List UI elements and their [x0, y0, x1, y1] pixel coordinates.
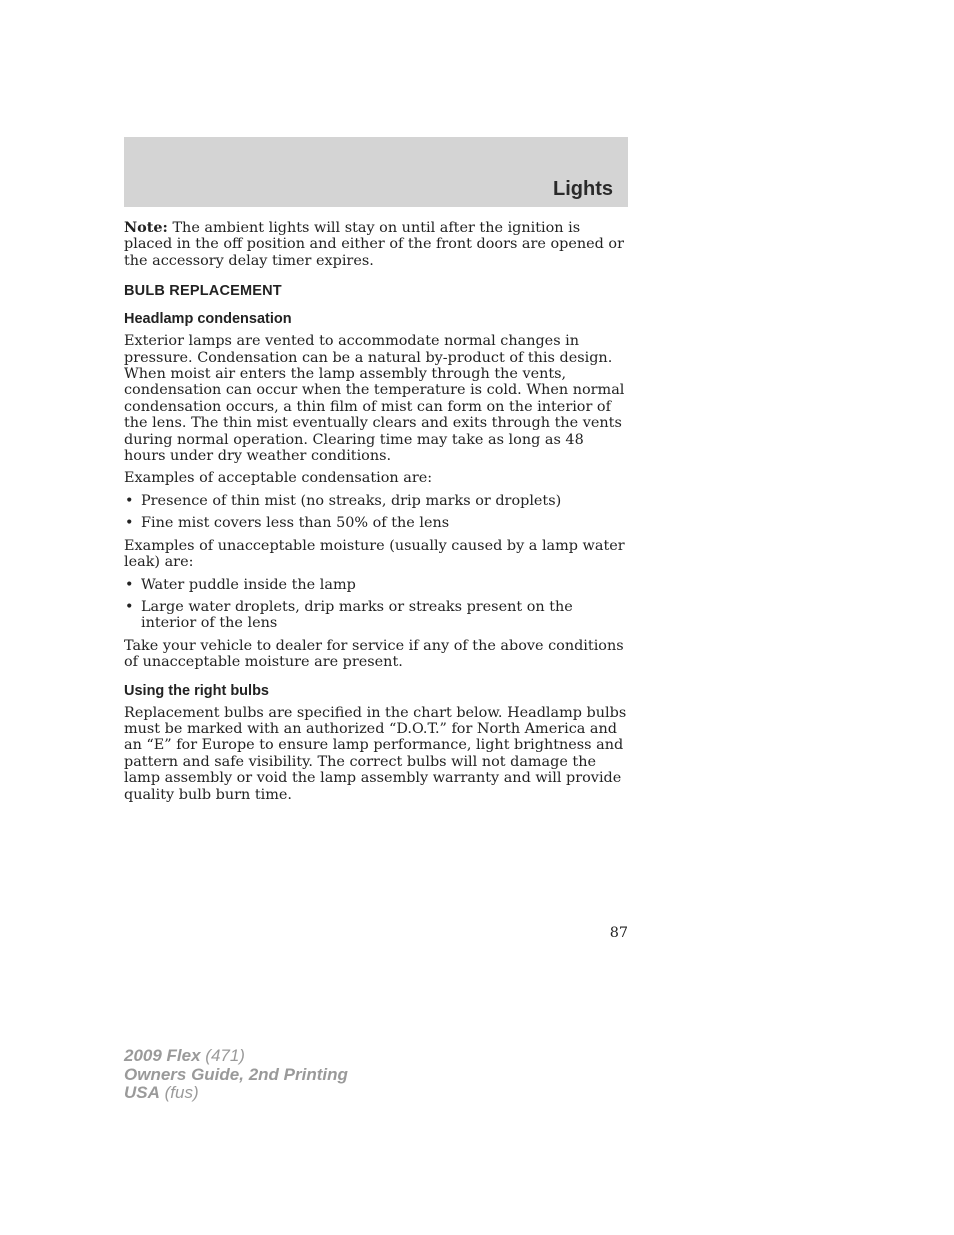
page-content [124, 220, 628, 809]
right-bulbs-heading: Using the right bulbs [124, 682, 269, 699]
document-footer [124, 1047, 348, 1103]
list-item-text: Water puddle inside the lamp [141, 576, 356, 593]
list-item [124, 577, 628, 593]
footer-model-code: (471) [200, 1046, 245, 1065]
acceptable-intro: Examples of acceptable condensation are: [124, 470, 433, 487]
dealer-service-paragraph: Take your vehicle to dealer for service if any of the above conditions of unacceptable moisture are present. [124, 637, 624, 671]
note-text: The ambient lights will stay on until after the ignition is placed in the off position and either of the front doors are opened or the accessory delay timer expires. [124, 220, 624, 269]
footer-model-name: 2009 Flex [124, 1046, 201, 1065]
footer-line-market [124, 1084, 348, 1103]
unacceptable-list [124, 577, 628, 632]
section-header-band [124, 137, 628, 207]
footer-line-edition: Owners Guide, 2nd Printing [124, 1064, 348, 1084]
bullet-icon: • [125, 598, 134, 615]
right-bulbs-paragraph: Replacement bulbs are specified in the chart below. Headlamp bulbs must be marked with an authorized “D.O.T.” for North America and an “E” for Europe to ensure lamp performance, light brightness and pattern and safe visibility. The correct bulbs will not damage the lamp assembly or void the lamp assembly warranty and will provide quality bulb burn time. [124, 704, 627, 803]
list-item [124, 515, 628, 531]
list-item-text: Large water droplets, drip marks or streaks present on the interior of the lens [141, 598, 573, 632]
footer-market-code: (fus) [159, 1083, 199, 1102]
bullet-icon: • [125, 515, 134, 532]
list-item-text: Presence of thin mist (no streaks, drip marks or droplets) [141, 492, 562, 509]
footer-market-name: USA [124, 1083, 160, 1102]
unacceptable-intro: Examples of unacceptable moisture (usually caused by a lamp water leak) are: [124, 537, 625, 571]
list-item [124, 599, 628, 632]
bullet-icon: • [125, 492, 134, 509]
section-title: Lights [553, 178, 613, 200]
note-paragraph [124, 220, 628, 269]
footer-line-model [124, 1047, 348, 1066]
list-item [124, 493, 628, 509]
page-number: 87 [609, 925, 628, 941]
bullet-icon: • [125, 576, 134, 593]
headlamp-intro-paragraph: Exterior lamps are vented to accommodate normal changes in pressure. Condensation can be a natural by-product of this design. When moist air enters the lamp assembly through the vents, condensation can occur when the temperature is cold. When normal condensation occurs, a thin film of mist can form on the interior of the lens. The thin mist eventually clears and exits through the vents during normal operation. Clearing time may take as long as 48 hours under dry weather conditions. [124, 333, 625, 465]
list-item-text: Fine mist covers less than 50% of the lens [141, 515, 450, 532]
bulb-replacement-heading: BULB REPLACEMENT [124, 283, 282, 300]
acceptable-list [124, 493, 628, 532]
headlamp-condensation-heading: Headlamp condensation [124, 311, 292, 328]
note-label: Note: [124, 219, 168, 236]
